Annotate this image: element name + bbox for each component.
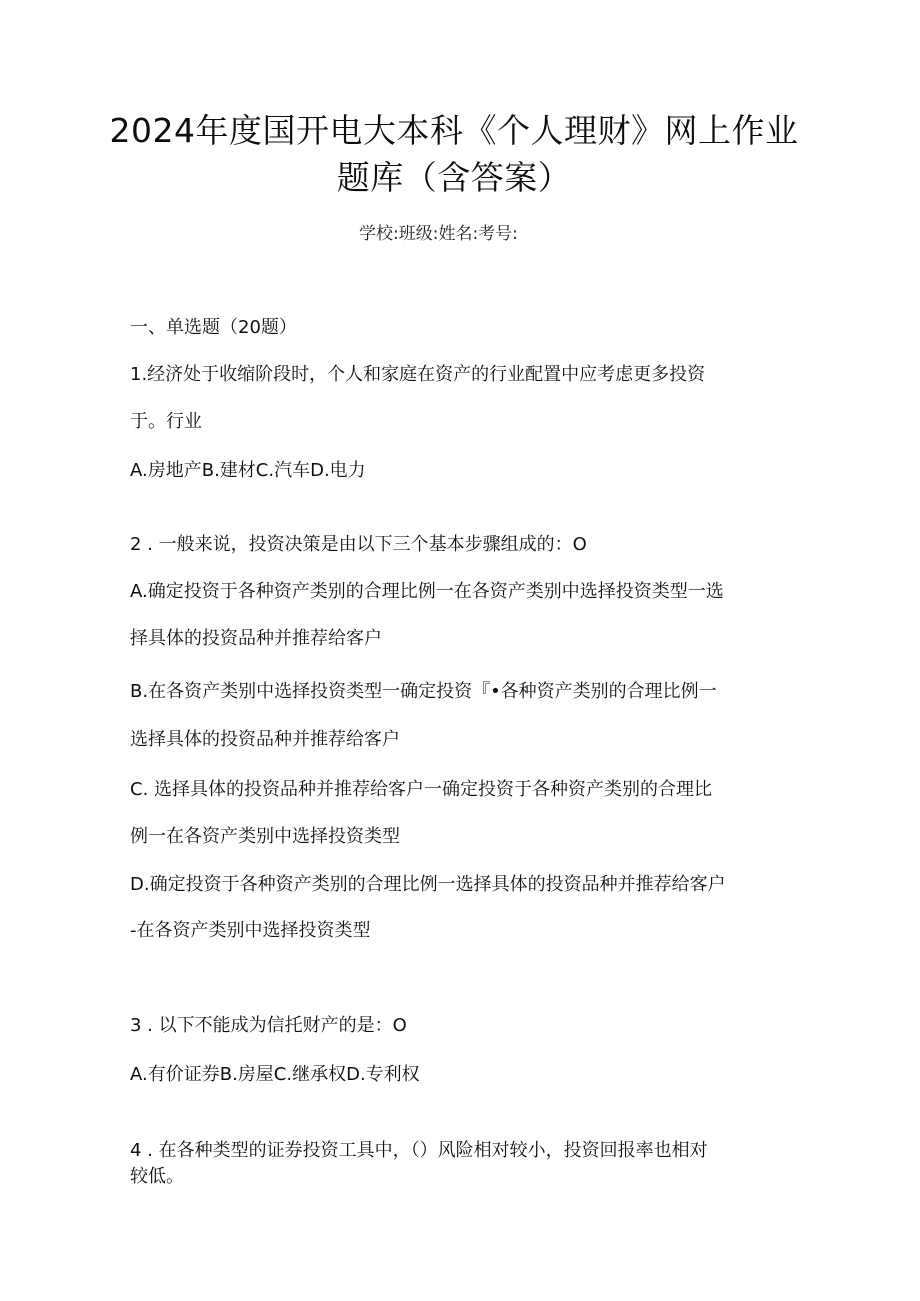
section-heading: 一、单选题（20题）	[130, 317, 297, 338]
question-2-option-c-line-1: C. 选择具体的投资品种并推荐给客户一确定投资于各种资产类别的合理比	[130, 779, 713, 800]
question-1-options: A.房地产B.建材C.汽车D.电力	[130, 460, 366, 481]
question-4-stem-line-1: 4 . 在各种类型的证券投资工具中，（）风险相对较小，投资回报率也相对	[130, 1140, 708, 1161]
question-2-option-a-line-2: 择具体的投资品种并推荐给客户	[130, 628, 382, 649]
question-2-option-a-line-1: A.确定投资于各种资产类别的合理比例一在各资产类别中选择投资类型一选	[130, 581, 724, 602]
question-2-option-b-line-2: 选择具体的投资品种并推荐给客户	[130, 729, 400, 750]
question-2-option-c-line-2: 例一在各资产类别中选择投资类型	[130, 826, 400, 847]
document-title-line-1: 2024年度国开电大本科《个人理财》网上作业	[109, 111, 799, 150]
question-2-option-b-line-1: B.在各资产类别中选择投资类型一确定投资『•各种资产类别的合理比例一	[130, 681, 717, 702]
question-1-stem-line-2: 于。行业	[130, 411, 202, 432]
question-4-stem-line-2: 较低。	[130, 1166, 184, 1187]
question-2-option-d-line-2: -在各资产类别中选择投资类型	[130, 920, 371, 941]
question-3-options: A.有价证券B.房屋C.继承权D.专利权	[130, 1064, 420, 1085]
student-info-line: 学校:班级:姓名:考号:	[359, 224, 518, 244]
question-3-stem: 3 . 以下不能成为信托财产的是：O	[130, 1015, 407, 1036]
document-title-line-2: 题库（含答案）	[336, 158, 572, 197]
question-1-stem-line-1: 1.经济处于收缩阶段时，个人和家庭在资产的行业配置中应考虑更多投资	[130, 364, 706, 385]
question-2-stem: 2 . 一般来说，投资决策是由以下三个基本步骤组成的：O	[130, 534, 587, 555]
question-2-option-d-line-1: D.确定投资于各种资产类别的合理比例一选择具体的投资品种并推荐给客户	[130, 874, 726, 895]
